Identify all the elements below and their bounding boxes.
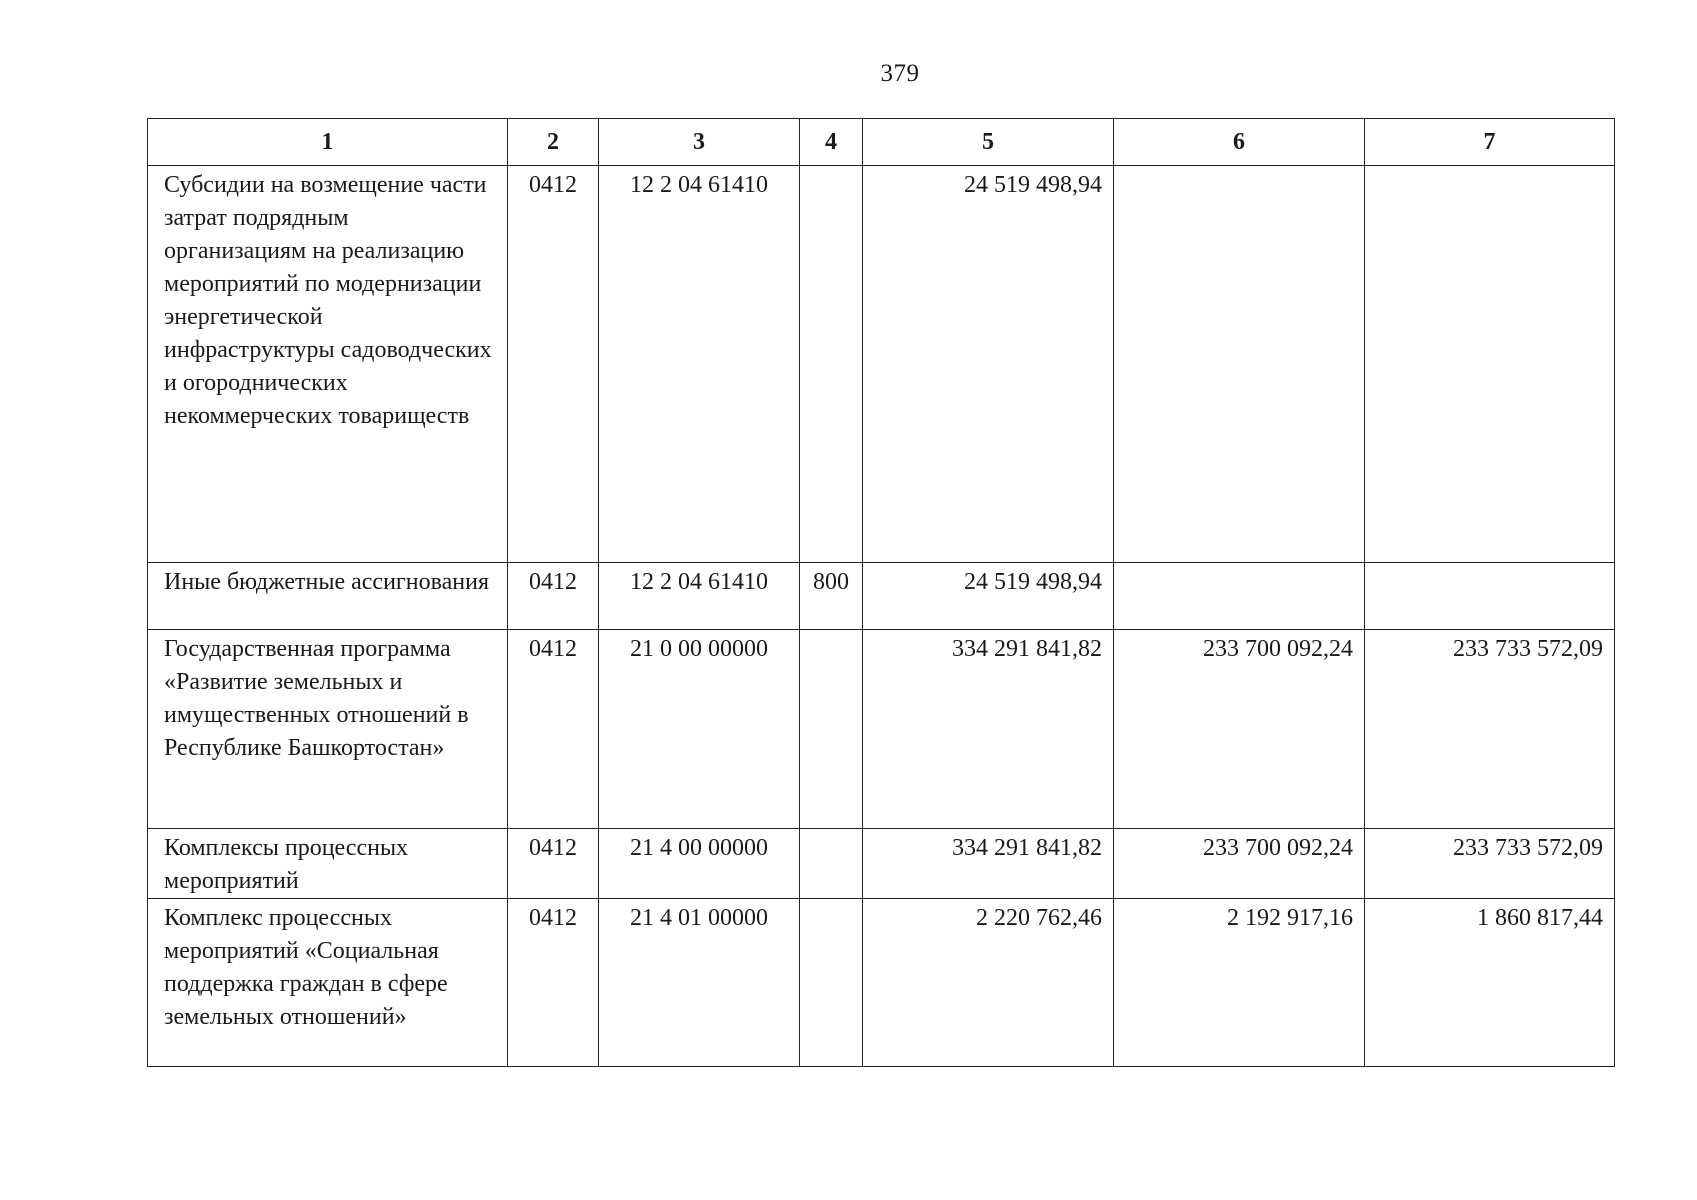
row-amount-2: 2 192 917,16 xyxy=(1114,899,1365,1067)
row-target: 21 4 00 00000 xyxy=(599,829,800,899)
row-section: 0412 xyxy=(508,166,599,563)
row-amount-1: 24 519 498,94 xyxy=(863,166,1114,563)
row-expense-type: 800 xyxy=(800,563,863,630)
row-expense-type xyxy=(800,899,863,1067)
header-col-4: 4 xyxy=(800,119,863,166)
row-amount-1: 24 519 498,94 xyxy=(863,563,1114,630)
row-name-text: Субсидии на возмещение части затрат подрядным организациям на реализацию мероприятий по модернизации энергетической инфраструктуры садоводческих и огороднических некоммерческих товариществ xyxy=(164,172,492,429)
budget-table xyxy=(147,118,1615,1067)
row-name xyxy=(148,166,508,563)
row-amount-3: 233 733 572,09 xyxy=(1365,630,1615,829)
row-name: Иные бюджетные ассигнования xyxy=(148,563,508,630)
header-col-1: 1 xyxy=(148,119,508,166)
row-amount-3: 1 860 817,44 xyxy=(1365,899,1615,1067)
row-amount-2 xyxy=(1114,166,1365,563)
row-amount-2: 233 700 092,24 xyxy=(1114,630,1365,829)
table-row xyxy=(148,563,1615,630)
table-row xyxy=(148,166,1615,563)
row-expense-type xyxy=(800,829,863,899)
page-number: 379 xyxy=(880,60,920,87)
row-target: 21 0 00 00000 xyxy=(599,630,800,829)
row-expense-type xyxy=(800,630,863,829)
row-name: Комплекс процессных мероприятий «Социальная поддержка граждан в сфере земельных отношений» xyxy=(148,899,508,1067)
header-col-6: 6 xyxy=(1114,119,1365,166)
table-row xyxy=(148,630,1615,829)
row-amount-2: 233 700 092,24 xyxy=(1114,829,1365,899)
header-col-7: 7 xyxy=(1365,119,1615,166)
table-row xyxy=(148,829,1615,899)
row-section: 0412 xyxy=(508,630,599,829)
header-col-5: 5 xyxy=(863,119,1114,166)
row-target: 21 4 01 00000 xyxy=(599,899,800,1067)
header-col-2: 2 xyxy=(508,119,599,166)
row-section: 0412 xyxy=(508,829,599,899)
row-amount-3 xyxy=(1365,166,1615,563)
row-amount-3: 233 733 572,09 xyxy=(1365,829,1615,899)
row-amount-3 xyxy=(1365,563,1615,630)
header-col-3: 3 xyxy=(599,119,800,166)
row-amount-1: 2 220 762,46 xyxy=(863,899,1114,1067)
header-row xyxy=(148,119,1615,166)
row-name: Комплексы процессных мероприятий xyxy=(148,829,508,899)
row-section: 0412 xyxy=(508,899,599,1067)
row-amount-1: 334 291 841,82 xyxy=(863,829,1114,899)
row-amount-2 xyxy=(1114,563,1365,630)
row-target: 12 2 04 61410 xyxy=(599,563,800,630)
row-expense-type xyxy=(800,166,863,563)
row-name: Государственная программа «Развитие земельных и имущественных отношений в Республике Башкортостан» xyxy=(148,630,508,829)
table-row xyxy=(148,899,1615,1067)
row-target: 12 2 04 61410 xyxy=(599,166,800,563)
row-section: 0412 xyxy=(508,563,599,630)
row-amount-1: 334 291 841,82 xyxy=(863,630,1114,829)
